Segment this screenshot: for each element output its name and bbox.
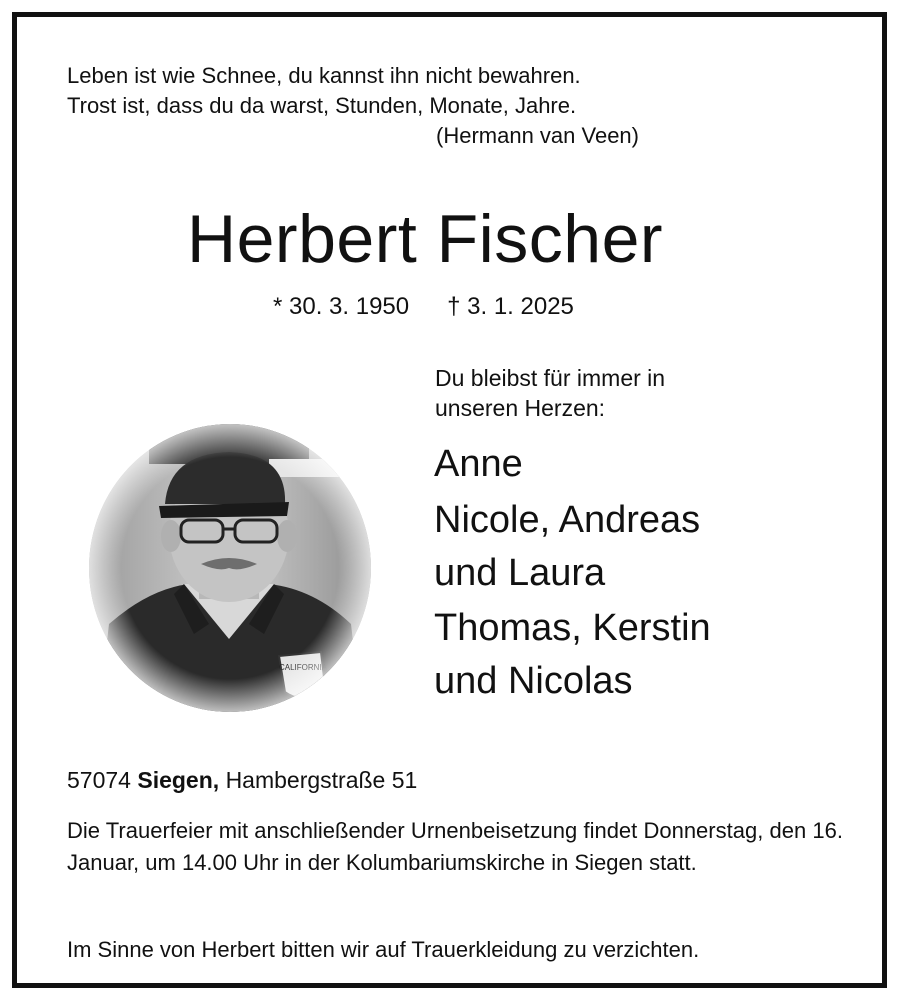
- life-dates: [273, 295, 574, 319]
- notice-frame: [12, 12, 887, 988]
- mourner-name: und Laura: [434, 552, 606, 594]
- mourners-intro-line-1: Du bleibst für immer in: [435, 365, 666, 391]
- quote-line-1: Leben ist wie Schnee, du kannst ihn nicht bewahren.: [67, 63, 581, 88]
- address-line: [67, 769, 417, 792]
- service-paragraph: Die Trauerfeier mit anschließender Urnenbeisetzung findet Donnerstag, den 16. Januar, um 14.00 Uhr in der Kolumbariumskirche in Siegen statt.: [67, 818, 843, 875]
- portrait-photo: [89, 424, 371, 712]
- address-city: Siegen,: [137, 767, 220, 793]
- quote-author: (Hermann van Veen): [436, 123, 639, 148]
- mourners-intro-line-2: unseren Herzen:: [435, 395, 606, 421]
- address-postcode: 57074: [67, 767, 131, 793]
- death-date: † 3. 1. 2025: [447, 293, 574, 320]
- quote-line-2: Trost ist, dass du da warst, Stunden, Monate, Jahre.: [67, 93, 577, 118]
- birth-date: * 30. 3. 1950: [273, 293, 410, 320]
- request-paragraph: Im Sinne von Herbert bitten wir auf Trauerkleidung zu verzichten.: [67, 937, 700, 962]
- deceased-name: Herbert Fischer: [187, 201, 664, 277]
- address-street: Hambergstraße 51: [225, 767, 418, 793]
- mourner-name: Anne: [434, 443, 523, 485]
- mourner-name: Nicole, Andreas: [434, 499, 701, 541]
- mourner-name: und Nicolas: [434, 660, 633, 702]
- mourner-name: Thomas, Kerstin: [434, 607, 711, 649]
